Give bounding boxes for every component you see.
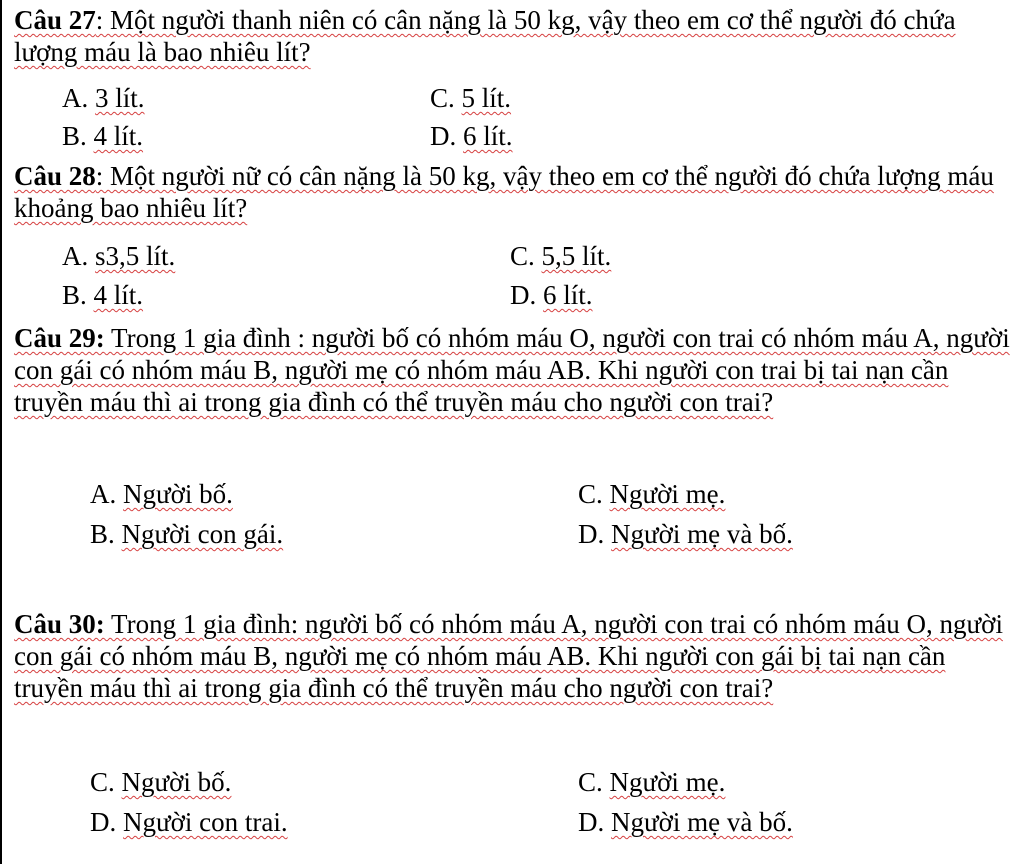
option-c [578, 766, 725, 798]
option-letter: C. [578, 767, 603, 797]
option-c [430, 82, 511, 114]
option-letter: C. [510, 241, 535, 271]
option-c [510, 240, 611, 272]
question-number: Câu 29: [14, 323, 105, 353]
question-stem: Trong 1 gia đình : người bố có nhóm máu O, người con trai có nhóm máu A, người con gái có nhóm máu B, người mẹ có nhóm máu AB. Khi người con trai bị tai nạn cần truyền máu thì ai trong gia đình có thể truyền máu cho người con trai? [14, 323, 1010, 417]
option-text: 5,5 lít. [541, 241, 612, 271]
option-text: 3 lít. [95, 83, 145, 113]
option-text: 4 lít. [93, 280, 144, 310]
option-d [578, 518, 793, 550]
option-text: 6 lít. [463, 121, 513, 151]
option-letter: C. [430, 83, 455, 113]
question-29 [14, 322, 1010, 418]
option-text: Người mẹ. [609, 767, 726, 797]
option-a [62, 240, 175, 272]
option-letter: D. [90, 807, 117, 837]
question-stem: : Một người nữ có cân nặng là 50 kg, vậy theo em cơ thể người đó chứa lượng máu khoảng bao nhiêu lít? [14, 161, 994, 223]
option-b [90, 518, 283, 550]
option-letter: B. [90, 519, 115, 549]
option-text: Người con trai. [123, 807, 288, 837]
option-letter: D. [510, 280, 537, 310]
option-text: Người bố. [123, 479, 233, 509]
option-letter: D. [430, 121, 457, 151]
option-text: Người mẹ và bố. [611, 807, 793, 837]
option-letter: B. [62, 280, 87, 310]
option-letter: D. [578, 807, 605, 837]
option-b [62, 120, 143, 152]
option-text: s3,5 lít. [95, 241, 176, 271]
option-a [90, 766, 231, 798]
option-letter: B. [62, 121, 87, 151]
option-letter: D. [578, 519, 605, 549]
option-letter: A. [90, 479, 117, 509]
option-a [90, 478, 233, 510]
option-text: Người con gái. [121, 519, 284, 549]
option-d [578, 806, 793, 838]
question-number: Câu 30: [14, 609, 105, 639]
option-c [578, 478, 725, 510]
option-text: Người bố. [121, 767, 232, 797]
option-text: 6 lít. [543, 280, 593, 310]
option-letter: A. [62, 83, 89, 113]
question-stem: Trong 1 gia đình: người bố có nhóm máu A, người con trai có nhóm máu O, người con gái có nhóm máu B, người mẹ có nhóm máu AB. Khi người con gái bị tai nạn cần truyền máu thì ai trong gia đình có thể truyền máu cho người con trai? [14, 609, 1003, 703]
option-text: 4 lít. [93, 121, 144, 151]
option-d [430, 120, 513, 152]
question-stem: : Một người thanh niên có cân nặng là 50 kg, vậy theo em cơ thể người đó chứa lượng máu là bao nhiêu lít? [14, 5, 956, 67]
option-text: 5 lít. [461, 83, 512, 113]
option-a [62, 82, 145, 114]
option-text: Người mẹ và bố. [611, 519, 793, 549]
option-b [62, 279, 143, 311]
option-b [90, 806, 288, 838]
option-d [510, 279, 593, 311]
option-letter: A. [62, 241, 89, 271]
question-28 [14, 160, 1010, 224]
option-letter: C. [578, 479, 603, 509]
question-number: Câu 27 [14, 5, 96, 35]
question-27 [14, 4, 1010, 68]
question-number: Câu 28 [14, 161, 96, 191]
question-30 [14, 608, 1010, 704]
option-text: Người mẹ. [609, 479, 726, 509]
option-letter: C. [90, 767, 115, 797]
